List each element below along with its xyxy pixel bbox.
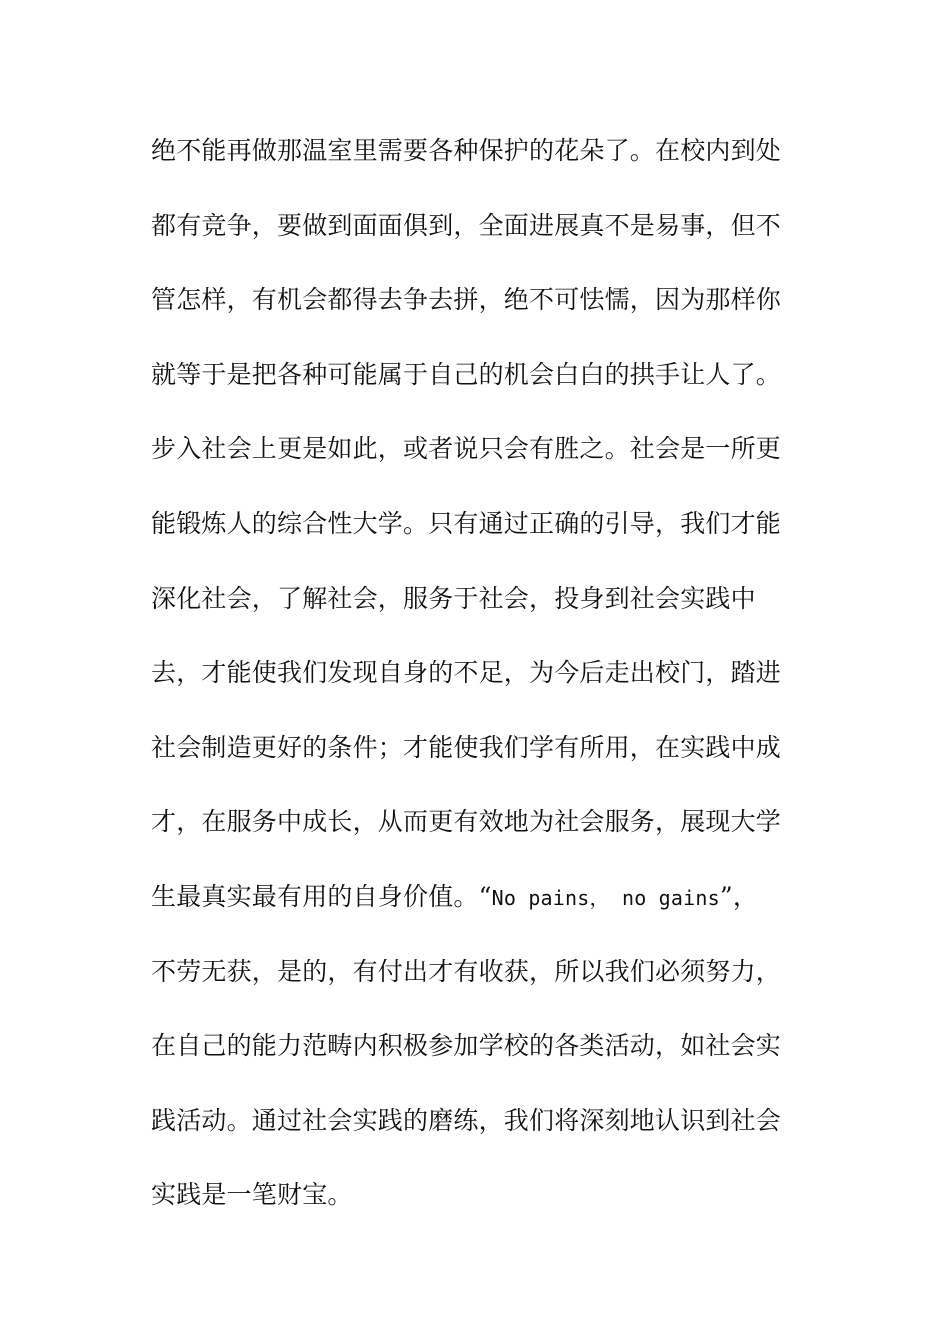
text-line: 才，在服务中成长，从而更有效地为社会服务，展现大学 [151,807,782,837]
text-line: 能锻炼人的综合性大学。只有通过正确的引导，我们才能 [151,508,782,538]
body-paragraph [151,128,801,1247]
text-line: 都有竞争，要做到面面俱到，全面进展真不是易事，但不 [151,210,782,240]
text-line: 践活动。通过社会实践的磨练，我们将深刻地认识到社会 [151,1105,782,1135]
text-line: 就等于是把各种可能属于自己的机会白白的拱手让人了。 [151,359,782,389]
english-quote: No pains， no gains [491,885,720,910]
text-line: 社会制造更好的条件；才能使我们学有所用，在实践中成 [151,732,782,762]
text-line: 实践是一笔财宝。 [151,1180,353,1210]
text-line-with-quote [151,874,801,949]
text-line: 不劳无获，是的，有付出才有收获，所以我们必须努力， [151,956,782,986]
text-line: 管怎样，有机会都得去争去拼，绝不可怯懦，因为那样你 [151,285,782,315]
text-segment: 生最真实最有用的自身价值。“ [151,881,492,911]
text-line: 绝不能再做那温室里需要各种保护的花朵了。在校内到处 [151,136,782,165]
text-line: 深化社会，了解社会，服务于社会，投身到社会实践中 [151,583,756,613]
text-line: 在自己的能力范畴内积极参加学校的各类活动，如社会实 [151,1031,782,1061]
text-segment: ”， [719,881,759,911]
text-line: 去，才能使我们发现自身的不足，为今后走出校门，踏进 [151,658,782,688]
text-line: 步入社会上更是如此，或者说只会有胜之。社会是一所更 [151,434,782,464]
